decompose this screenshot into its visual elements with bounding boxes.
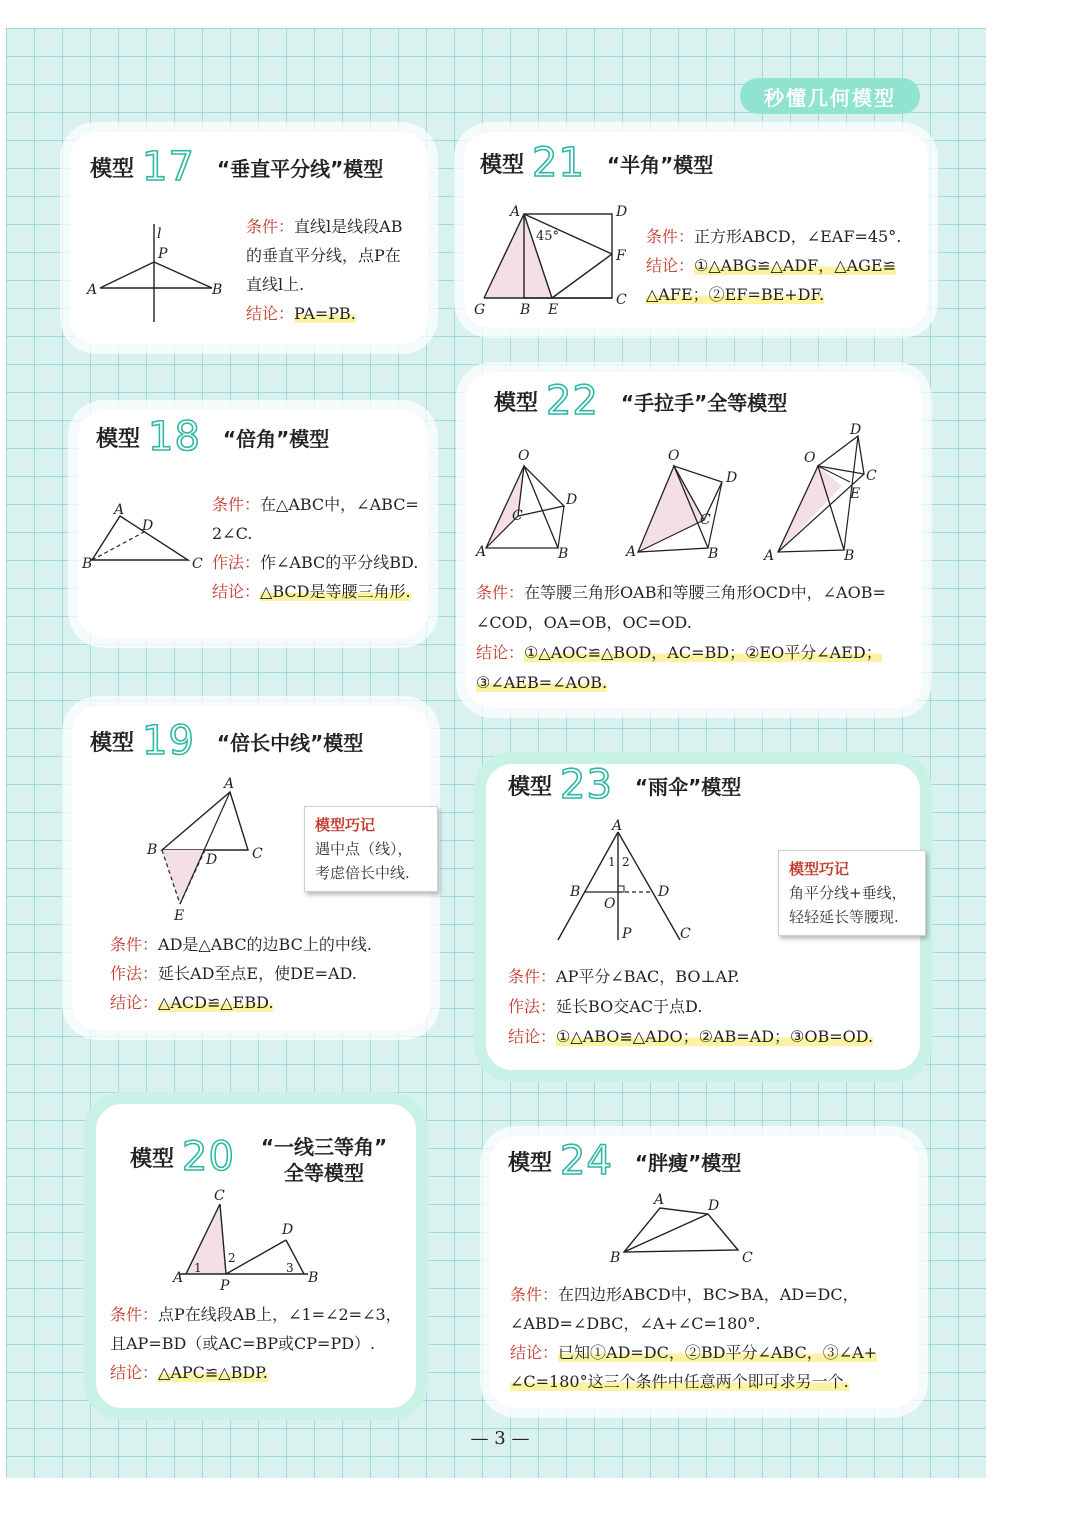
model-18-title: 模型 18 “倍角”模型	[96, 414, 330, 460]
point-label: l	[157, 226, 162, 242]
svg-text:A: A	[114, 502, 125, 518]
model-22-diagram	[472, 420, 912, 566]
model-20-text: 条件：点P在线段AB上，∠1=∠2=∠3， 且AP=BD（或AC=BP或CP=PD）. 结论：△APC≌△BDP.	[110, 1305, 402, 1382]
svg-text:B: B	[610, 1250, 621, 1266]
svg-text:D: D	[282, 1222, 294, 1238]
svg-text:D: D	[708, 1198, 720, 1214]
model-21-text: 条件：正方形ABCD，∠EAF=45°. 结论：①△ABG≌△ADF，△AGE≌ △AFE；②EF=BE+DF.	[646, 227, 902, 304]
svg-text:B: B	[570, 884, 581, 900]
model-19-title: 模型 19 “倍长中线”模型	[90, 718, 364, 764]
model-19-tip: 模型巧记 遇中点（线）， 考虑倍长中线.	[304, 806, 438, 892]
svg-text:1: 1	[194, 1261, 202, 1275]
svg-text:E: E	[174, 908, 185, 924]
svg-text:B: B	[82, 556, 93, 572]
svg-text:3: 3	[286, 1261, 294, 1275]
svg-text:O: O	[604, 896, 616, 912]
model-24-title: 模型 24 “胖瘦”模型	[508, 1138, 742, 1184]
svg-text:A: A	[476, 544, 487, 560]
point-label: A	[87, 282, 98, 298]
model-23-title: 模型 23 “雨伞”模型	[508, 762, 742, 808]
svg-text:B: B	[708, 546, 719, 562]
svg-text:1: 1	[608, 855, 616, 869]
model-21-title: 模型 21 “半角”模型	[480, 140, 714, 186]
svg-text:C: C	[512, 508, 523, 524]
svg-text:C: C	[742, 1250, 753, 1266]
svg-text:D: D	[850, 422, 862, 438]
svg-text:F: F	[616, 248, 626, 264]
model-20-title: 模型 20	[130, 1134, 235, 1180]
svg-text:2: 2	[228, 1251, 236, 1265]
svg-text:D: D	[142, 518, 154, 534]
svg-text:A: A	[173, 1270, 184, 1286]
svg-text:B: B	[308, 1270, 319, 1286]
model-21-diagram	[470, 202, 640, 320]
svg-text:B: B	[520, 302, 531, 318]
model-22-text: 条件：在等腰三角形OAB和等腰三角形OCD中，∠AOB= ∠COD，OA=OB，OC=OD. 结论：①△AOC≌△BOD，AC=BD；②EO平分∠AED； ③∠AEB=∠AOB.	[476, 583, 886, 692]
svg-text:A: A	[764, 548, 775, 564]
model-23-text: 条件：AP平分∠BAC，BO⊥AP. 作法：延长BO交AC于点D. 结论：①△ABO≌△ADO；②AB=AD；③OB=OD.	[508, 967, 874, 1046]
model-24-text: 条件：在四边形ABCD中，BC>BA，AD=DC， ∠ABD=∠DBC，∠A+∠C=180°. 结论：已知①AD=DC，②BD平分∠ABC，③∠A+ ∠C=180°这三个条件中任意两个即可求另一个.	[510, 1285, 878, 1391]
header-badge: 秒懂几何模型	[740, 78, 920, 114]
model-17-text: 条件：直线l是线段AB 的垂直平分线，点P在 直线l上. 结论：PA=PB.	[246, 217, 403, 323]
model-18-text: 条件：在△ABC中，∠ABC= 2∠C. 作法：作∠ABC的平分线BD. 结论：△BCD是等腰三角形.	[212, 495, 419, 601]
svg-text:E: E	[548, 302, 559, 318]
svg-text:O: O	[668, 448, 680, 464]
model-label: 模型	[90, 156, 135, 182]
model-23-diagram	[556, 818, 706, 946]
svg-text:D: D	[616, 204, 628, 220]
svg-text:A: A	[224, 776, 235, 792]
svg-text:C: C	[616, 292, 627, 308]
svg-text:2: 2	[622, 855, 630, 869]
page-number: — 3 —	[470, 1428, 530, 1449]
svg-text:O: O	[804, 450, 816, 466]
model-22-title: 模型 22 “手拉手”全等模型	[494, 378, 788, 424]
svg-text:C: C	[214, 1188, 225, 1204]
point-label: P	[158, 246, 168, 262]
svg-text:C: C	[866, 468, 877, 484]
svg-text:E: E	[850, 486, 861, 502]
svg-text:C: C	[700, 512, 711, 528]
svg-text:A: A	[654, 1192, 665, 1208]
svg-text:P: P	[622, 926, 632, 942]
svg-text:D: D	[658, 884, 670, 900]
svg-text:D: D	[566, 492, 578, 508]
svg-text:A: A	[626, 544, 637, 560]
svg-text:D: D	[206, 852, 218, 868]
svg-text:D: D	[726, 470, 738, 486]
svg-text:A: A	[612, 818, 623, 834]
svg-text:P: P	[220, 1278, 230, 1294]
svg-text:B: B	[844, 548, 855, 564]
model-19-text: 条件：AD是△ABC的边BC上的中线. 作法：延长AD至点E，使DE=AD. 结论：△ACD≌△EBD.	[110, 935, 372, 1012]
model-title: “垂直平分线”模型	[216, 156, 384, 181]
svg-text:B: B	[558, 546, 569, 562]
svg-text:C: C	[192, 556, 203, 572]
svg-text:C: C	[252, 846, 263, 862]
model-17-title	[90, 144, 383, 190]
model-20-diagram	[170, 1184, 330, 1296]
model-20-title-text: “一线三等角” 全等模型	[260, 1135, 388, 1185]
model-23-tip: 模型巧记 角平分线+垂线， 轻轻延长等腰现.	[778, 850, 926, 936]
point-label: B	[212, 282, 223, 298]
svg-text:G: G	[474, 302, 486, 318]
model-24-diagram	[604, 1190, 764, 1270]
svg-text:B: B	[147, 842, 158, 858]
model-19-diagram	[144, 774, 274, 924]
svg-text:45°: 45°	[536, 229, 560, 244]
svg-text:C: C	[680, 926, 691, 942]
model-17-diagram	[84, 222, 234, 326]
model-number: 17	[142, 144, 195, 190]
model-18-diagram	[80, 500, 210, 576]
svg-text:A: A	[510, 204, 521, 220]
svg-text:O: O	[518, 448, 530, 464]
